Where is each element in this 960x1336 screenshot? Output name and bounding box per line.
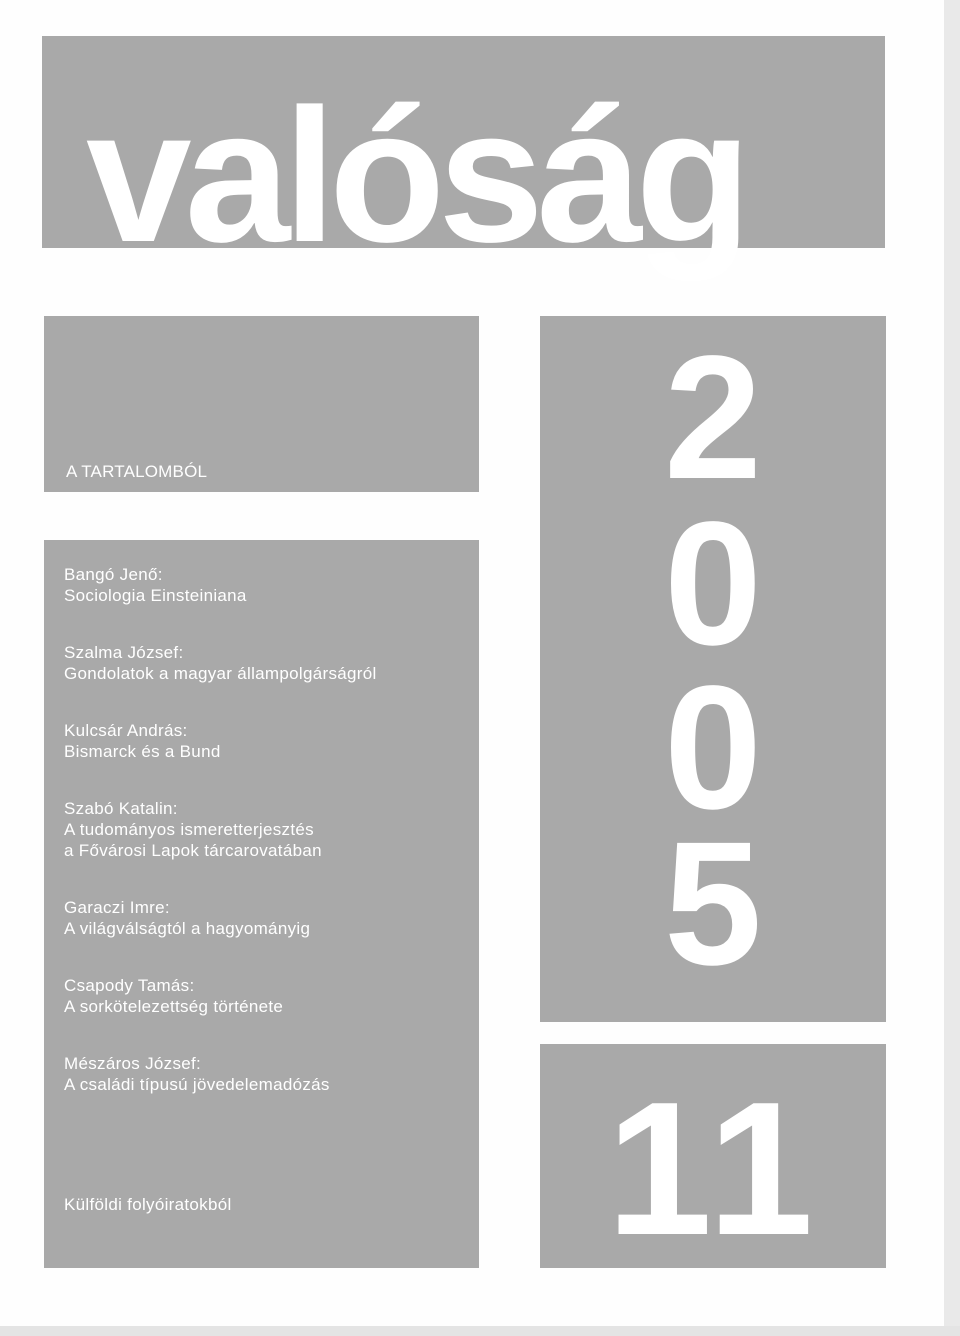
toc-article-title: A világválságtól a hagyományig xyxy=(64,919,311,938)
toc-author: Szabó Katalin: xyxy=(64,799,178,818)
page-edge-shadow xyxy=(944,0,960,1336)
year-digit: 2 xyxy=(664,320,762,516)
masthead-title: valóság xyxy=(86,70,745,282)
toc-entry xyxy=(64,798,377,861)
masthead-panel xyxy=(42,36,885,282)
toc-author: Bangó Jenő: xyxy=(64,565,163,584)
toc-author: Mészáros József: xyxy=(64,1054,202,1073)
year-digit: 0 xyxy=(664,650,762,846)
toc-article-title: A sorkötelezettség története xyxy=(64,997,284,1016)
toc-article-title-continued: a Fővárosi Lapok tárcarovatában xyxy=(64,841,322,860)
toc-author: Csapody Tamás: xyxy=(64,976,195,995)
contents-label-panel xyxy=(44,316,479,492)
toc-list xyxy=(64,564,377,1131)
year-digit: 0 xyxy=(664,486,762,682)
toc-entry xyxy=(64,1053,377,1095)
issue-number: 11 xyxy=(606,1063,820,1275)
year-panel xyxy=(540,316,886,1022)
table-of-contents xyxy=(44,540,479,1268)
contents-label: A TARTALOMBÓL xyxy=(66,462,208,481)
toc-article-title: A családi típusú jövedelemadózás xyxy=(64,1075,330,1094)
issue-number-panel xyxy=(540,1044,886,1275)
toc-author: Kulcsár András: xyxy=(64,721,188,740)
toc-entry xyxy=(64,897,377,939)
toc-author: Szalma József: xyxy=(64,643,184,662)
toc-closing-item: Külföldi folyóiratokból xyxy=(64,1195,232,1214)
toc-entry xyxy=(64,975,377,1017)
toc-entry xyxy=(64,720,377,762)
toc-entry xyxy=(64,642,377,684)
toc-article-title: Sociologia Einsteiniana xyxy=(64,586,247,605)
toc-article-title: Gondolatok a magyar állampolgárságról xyxy=(64,664,377,683)
page-bottom-edge xyxy=(0,1326,960,1336)
toc-article-title: Bismarck és a Bund xyxy=(64,742,221,761)
toc-article-title: A tudományos ismeretterjesztés xyxy=(64,820,314,839)
year-digit: 5 xyxy=(664,806,762,1002)
toc-author: Garaczi Imre: xyxy=(64,898,170,917)
toc-entry xyxy=(64,564,377,606)
